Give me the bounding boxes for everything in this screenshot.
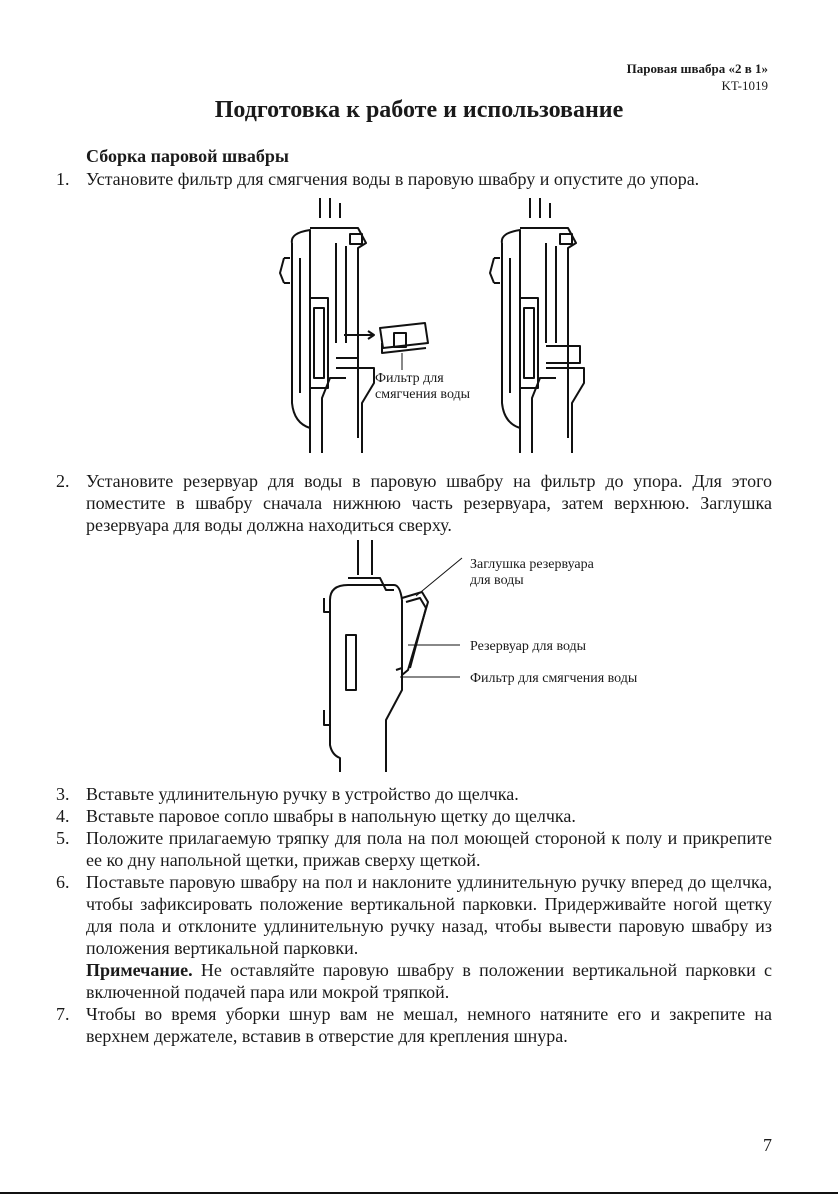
step-7 <box>56 1003 772 1047</box>
figure2-cap-label-line1: Заглушка резервуара <box>470 557 594 572</box>
step-4 <box>56 805 772 827</box>
section-heading: Сборка паровой швабры <box>86 146 289 166</box>
note-text: Не оставляйте паровую швабру в положении вертикальной парковки с включенной подачей пара или мокрой тряпкой. <box>86 960 772 1002</box>
bottom-rule <box>0 1192 838 1194</box>
figure1-label-line1: Фильтр для <box>375 371 444 386</box>
step-number: 5. <box>56 828 70 848</box>
water-tank-part <box>396 592 428 675</box>
header-model: KT-1019 <box>721 78 768 93</box>
step-text: Вставьте паровое сопло швабры в напольную щетку до щелчка. <box>86 806 576 826</box>
note-paragraph <box>86 959 772 1003</box>
step-2 <box>56 470 772 536</box>
mop-body-left <box>280 198 374 453</box>
figure2-filter-label: Фильтр для смягчения воды <box>470 671 638 686</box>
step-number: 7. <box>56 1004 70 1024</box>
step-number: 2. <box>56 471 70 491</box>
step-number: 4. <box>56 806 70 826</box>
step-5 <box>56 827 772 871</box>
step-number: 3. <box>56 784 70 804</box>
figure-filter-install <box>270 198 600 458</box>
header-product: Паровая швабра «2 в 1» <box>626 61 768 76</box>
step-6 <box>56 871 772 959</box>
step-text: Установите резервуар для воды в паровую швабру на фильтр до упора. Для этого поместите в швабру сначала нижнюю часть резервуара, затем верхнюю. Заглушка резервуара для воды должна находиться сверху. <box>86 471 772 535</box>
running-header <box>627 60 768 94</box>
note-label: Примечание. <box>86 960 193 980</box>
step-text: Вставьте удлинительную ручку в устройство до щелчка. <box>86 784 519 804</box>
mop-body-side <box>324 540 402 772</box>
step-1 <box>56 168 772 190</box>
step-3 <box>56 783 772 805</box>
figure2-tank-label: Резервуар для воды <box>470 639 587 654</box>
step-number: 6. <box>56 872 70 892</box>
mop-body-right <box>490 198 584 453</box>
figure-tank-install <box>310 540 680 772</box>
figure2-cap-label-line2: для воды <box>470 573 524 588</box>
step-text: Чтобы во время уборки шнур вам не мешал, немного натяните его и закрепите на верхнем держателе, вставив в отверстие для крепления шнура. <box>86 1004 772 1046</box>
page-number: 7 <box>763 1135 772 1155</box>
step-text: Положите прилагаемую тряпку для пола на пол моющей стороной к полу и прикрепите ее ко дну напольной щетки, прижав сверху щеткой. <box>86 828 772 870</box>
step-number: 1. <box>56 169 70 189</box>
figure1-label-line2: смягчения воды <box>375 387 471 402</box>
step-text: Поставьте паровую швабру на пол и наклоните удлинительную ручку вперед до щелчка, чтобы зафиксировать положение вертикальной парковки. Придерживайте ногой щетку для пола и отклоните удлинительную ручку назад, чтобы вывести паровую швабру из положения вертикальной парковки. <box>86 872 772 958</box>
page-title: Подготовка к работе и использование <box>214 97 624 123</box>
step-text: Установите фильтр для смягчения воды в паровую швабру и опустите до упора. <box>86 169 700 189</box>
water-filter-part <box>344 323 428 353</box>
